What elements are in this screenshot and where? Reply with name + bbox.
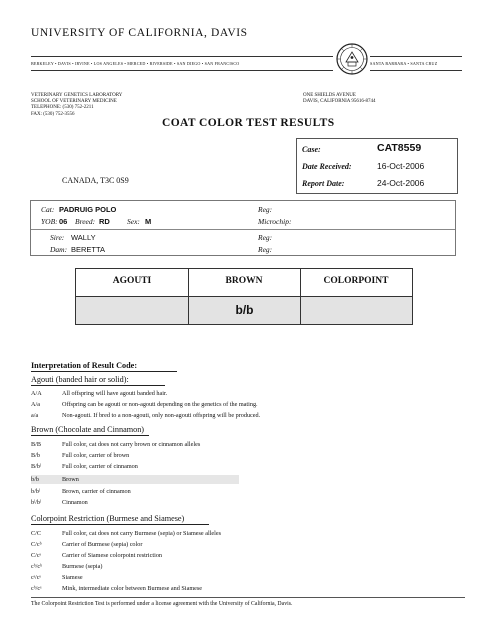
address-line: VETERINARY GENETICS LABORATORY <box>31 93 123 98</box>
university-seal-icon <box>336 38 368 80</box>
result-description: Full color, carrier of brown <box>62 452 130 459</box>
result-code: B/bˡ <box>31 463 41 470</box>
result-code: B/b <box>31 452 40 459</box>
result-code: cᵇ/cˢ <box>31 585 42 592</box>
dam-reg-label: Reg: <box>258 245 273 254</box>
divider <box>31 229 455 230</box>
result-description: Non-agouti. If bred to a non-agouti, only non-agouti offspring will be produced. <box>62 412 261 419</box>
sex-label: Sex: <box>127 217 140 226</box>
footer-rule <box>31 597 465 598</box>
letterhead-rule <box>31 56 333 57</box>
result-code: b/bˡ <box>31 488 40 495</box>
reg-label: Reg: <box>258 205 273 214</box>
result-code: a/a <box>31 412 39 419</box>
result-code: B/B <box>31 441 41 448</box>
interpretation-heading: Interpretation of Result Code: <box>31 361 138 370</box>
result-code: A/a <box>31 401 40 408</box>
shipping-address <box>303 93 376 105</box>
column-header-colorpoint: COLORPOINT <box>323 276 389 286</box>
results-table <box>75 268 413 325</box>
colorpoint-section-title: Colorpoint Restriction (Burmese and Siamese) <box>31 514 185 523</box>
breed-value: RD <box>99 217 110 226</box>
result-code: cᵇ/cᵇ <box>31 563 43 570</box>
result-description: Brown, carrier of cinnamon <box>62 488 131 495</box>
result-description: Carrier of Burmese (sepia) color <box>62 541 143 548</box>
result-code: C/C <box>31 530 41 537</box>
heading-underline <box>31 524 209 525</box>
dam-label: Dam: <box>50 245 68 254</box>
letterhead-rule <box>370 70 462 71</box>
heading-underline <box>31 371 177 372</box>
lab-address <box>31 93 122 118</box>
letterhead-rule <box>31 70 333 71</box>
result-description: Burmese (sepia) <box>62 563 103 570</box>
yob-label: YOB: <box>41 217 58 226</box>
result-code: C/cᵇ <box>31 541 42 548</box>
sire-name: WALLY <box>71 233 96 242</box>
case-info-box <box>296 138 458 194</box>
result-cell-agouti <box>76 297 188 324</box>
result-description: Cinnamon <box>62 499 88 506</box>
yob-value: 06 <box>59 217 68 226</box>
result-cell-brown <box>189 297 300 324</box>
document-title: COAT COLOR TEST RESULTS <box>162 117 335 129</box>
result-description: Siamese <box>62 574 83 581</box>
cat-name: PADRUIG POLO <box>59 205 117 214</box>
dam-name: BERETTA <box>71 245 106 254</box>
result-cell-colorpoint <box>301 297 412 324</box>
result-description: Full color, cat does not carry Burmese (sepia) or Siamese alleles <box>62 530 222 537</box>
cat-label: Cat: <box>41 205 55 214</box>
footnote: The Colorpoint Restriction Test is performed under a license agreement with the University of California, Davis. <box>31 601 293 607</box>
report-date-label: Report Date: <box>302 179 345 188</box>
result-code: cˢ/cˢ <box>31 574 41 581</box>
column-header-brown: BROWN <box>225 276 263 286</box>
heading-underline <box>31 435 149 436</box>
case-label: Case: <box>302 145 321 154</box>
campus-list-right: SANTA BARBARA • SANTA CRUZ <box>370 61 438 66</box>
sire-label: Sire: <box>50 233 65 242</box>
result-value: b/b <box>235 303 254 317</box>
sire-reg-label: Reg: <box>258 233 273 242</box>
owner-address-line: CANADA, T3C 0S9 <box>62 176 129 185</box>
brown-section-title: Brown (Chocolate and Cinnamon) <box>31 425 145 434</box>
address-line: FAX: (530) 752-3556 <box>31 111 75 117</box>
address-line: DAVIS, CALIFORNIA 95616-8744 <box>303 99 376 105</box>
result-description: Brown <box>62 476 79 483</box>
result-code: A/A <box>31 390 42 397</box>
result-description: Mink, intermediate color between Burmese and Siamese <box>62 585 203 592</box>
campus-list-left: BERKELEY • DAVIS • IRVINE • LOS ANGELES • MERCED • RIVERSIDE • SAN DIEGO • SAN FRANCISCO <box>31 61 240 66</box>
address-line: SCHOOL OF VETERINARY MEDICINE <box>31 99 117 105</box>
date-received-label: Date Received: <box>302 162 352 171</box>
address-line: ONE SHIELDS AVENUE <box>303 93 356 98</box>
letterhead-rule <box>370 56 462 57</box>
result-description: Offspring can be agouti or non-agouti depending on the genetics of the mating. <box>62 401 258 408</box>
result-description: Carrier of Siamese colorpoint restriction <box>62 552 163 559</box>
result-description: Full color, cat does not carry brown or cinnamon alleles <box>62 441 201 448</box>
university-name: UNIVERSITY OF CALIFORNIA, DAVIS <box>31 27 248 39</box>
result-description: All offspring will have agouti banded hair. <box>62 390 168 397</box>
agouti-section-title: Agouti (banded hair or solid): <box>31 375 129 384</box>
sex-value: M <box>145 217 152 226</box>
result-code: C/cˢ <box>31 552 41 559</box>
result-code: b/b <box>31 476 39 483</box>
pet-info-box <box>30 200 456 256</box>
column-header-agouti: AGOUTI <box>112 276 152 286</box>
breed-label: Breed: <box>75 217 96 226</box>
heading-underline <box>31 385 165 386</box>
result-code: bˡ/bˡ <box>31 499 41 506</box>
result-description: Full color, carrier of cinnamon <box>62 463 138 470</box>
case-number: CAT8559 <box>377 142 422 154</box>
microchip-label: Microchip: <box>258 217 292 226</box>
address-line: TELEPHONE: (530) 752-2211 <box>31 105 94 111</box>
report-date-value: 24-Oct-2006 <box>377 178 425 188</box>
date-received-value: 16-Oct-2006 <box>377 161 425 171</box>
